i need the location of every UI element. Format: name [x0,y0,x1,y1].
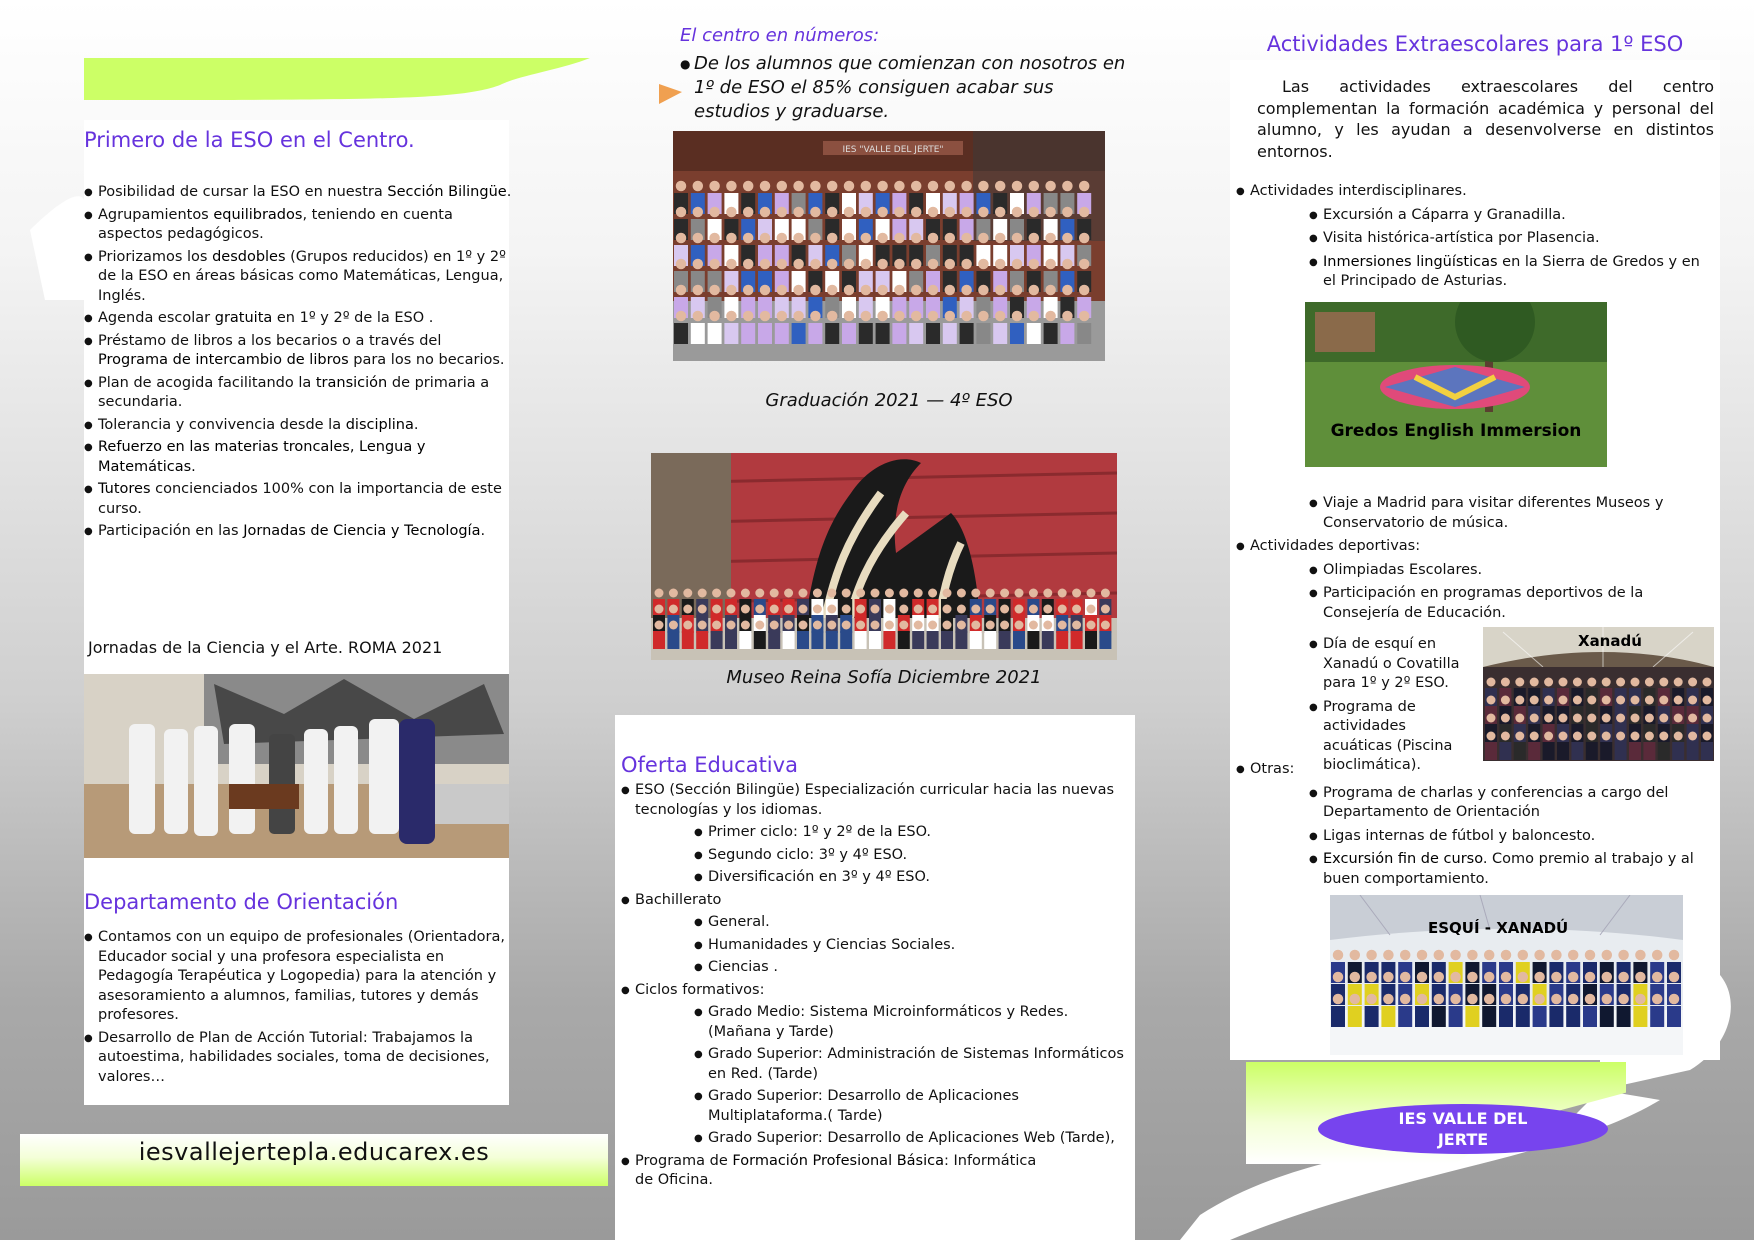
school-badge-label: IES VALLE DEL JERTE [1398,1109,1528,1149]
photo-museo-reina-sofia [651,453,1117,660]
primero-item-3: ● Priorizamos los desdobles (Grupos reducidos) en 1º y 2º de la ESO en áreas básicas como Matemáticas, Lengua, Inglés. [84,248,514,307]
oferta-bachillerato: ● Bachillerato [621,891,1131,911]
numbers-highlight: De los alumnos que comienzan con nosotros en 1º de ESO el 85% [694,53,1126,98]
act-ski: ● Día de esquí en Xanadú o Covatilla para 1º y 2º ESO. [1309,635,1477,694]
oferta-list [621,781,1131,1191]
white-swoosh-left [30,196,84,300]
otras-list [1236,760,1716,889]
act-otras: ● Otras: [1236,760,1716,780]
primero-item-10: ● Participación en las Jornadas de Ciencia y Tecnología. [84,522,514,542]
actividades-intro: Las actividades extraescolares del centro complementan la formación académica y personal del alumno, y les ayudan a desenvolverse en distintos entornos. [1257,77,1714,161]
interdisc-item-3: ● Inmersiones lingüísticas en la Sierra de Gredos y en el Principado de Asturias. [1309,253,1716,292]
primero-item-6: ● Plan de acogida facilitando la transición de primaria a secundaria. [84,374,514,413]
bach-sublist [694,913,1131,978]
photo-esqui-xanadu [1330,895,1683,1055]
photo-gredos [1305,302,1607,467]
interdisc-item-2: ● Visita histórica-artística por Plasencia. [1309,229,1716,249]
ciclos-sub-item-3: ● Grado Superior: Desarrollo de Aplicaciones Multiplataforma.( Tarde) [694,1087,1131,1126]
esqui-label: ESQUÍ - XANADÚ [1428,919,1569,937]
photo-caption-museo: Museo Reina Sofía Diciembre 2021 [726,667,1042,688]
otras-item-3: ● Excursión fin de curso. Como premio al trabajo y al buen comportamiento. [1309,850,1716,889]
section-title-orientacion: Departamento de Orientación [84,890,399,914]
photo-caption-roma: Jornadas de la Ciencia y el Arte. ROMA 2021 [88,638,443,657]
numbers-rest: consiguen acabar sus estudios y graduarse. [694,77,1054,122]
orientacion-list [84,925,509,1087]
oferta-fpb: ● Programa de Formación Profesional Básica: Informática de Oficina. [621,1152,1051,1191]
photo-graduacion-2021 [673,131,1105,361]
oferta-ciclos: ● Ciclos formativos: [621,981,1131,1001]
section-title-actividades: Actividades Extraescolares para 1º ESO [1266,32,1684,56]
primero-item-5: ● Préstamo de libros a los becarios o a través del Programa de intercambio de libros para los no becarios. [84,332,514,371]
ciclos-sub-item-2: ● Grado Superior: Administración de Sistemas Informáticos en Red. (Tarde) [694,1045,1131,1084]
ciclos-sub-item-1: ● Grado Medio: Sistema Microinformáticos y Redes. (Mañana y Tarde) [694,1003,1131,1042]
eso-sub-item-3: ● Diversificación en 3º y 4º ESO. [694,868,1131,888]
section-title-oferta: Oferta Educativa [621,753,798,777]
deportivas-item-1: ● Olimpiadas Escolares. [1309,561,1716,581]
website-link[interactable]: iesvallejertepla.educarex.es [138,1138,490,1166]
primero-item-9: ● Tutores concienciados 100% con la importancia de este curso. [84,480,514,519]
ski-list [1309,635,1477,776]
ciclos-sublist [694,1003,1131,1149]
school-sign: IES "VALLE DEL JERTE" [842,145,944,155]
school-badge[interactable] [1318,1104,1608,1154]
madrid-list [1309,494,1714,533]
bach-sub-item-2: ● Humanidades y Ciencias Sociales. [694,936,1131,956]
lime-ribbon-top-left [84,58,590,100]
eso-sublist [694,823,1131,888]
interdisc-sublist [1309,206,1716,292]
bach-sub-item-3: ● Ciencias . [694,958,1131,978]
bach-sub-item-1: ● General. [694,913,1131,933]
numbers-text: ● De los alumnos que comienzan con nosotros en 1º de ESO el 85% consiguen acabar sus estudios y graduarse. [680,53,1126,122]
interdisc-item-1: ● Excursión a Cáparra y Granadilla. [1309,206,1716,226]
eso-sub-item-2: ● Segundo ciclo: 3º y 4º ESO. [694,846,1131,866]
otras-sublist [1309,784,1716,890]
primero-item-4: ● Agenda escolar gratuita en 1º y 2º de la ESO . [84,309,514,329]
otras-item-1: ● Programa de charlas y conferencias a cargo del Departamento de Orientación [1309,784,1716,823]
act-interdisciplinares: ● Actividades interdisciplinares. [1236,182,1716,202]
orientacion-item-2: ● Desarrollo de Plan de Acción Tutorial: Trabajamos la autoestima, habilidades sociales, toma de decisiones, valores… [84,1029,509,1088]
numbers-title: El centro en números: [680,25,880,46]
deportivas-list [1236,537,1716,623]
otras-item-2: ● Ligas internas de fútbol y baloncesto. [1309,827,1716,847]
primero-item-2: ● Agrupamientos equilibrados, teniendo en cuenta aspectos pedagógicos. [84,206,514,245]
deportivas-item-2: ● Participación en programas deportivos de la Consejería de Educación. [1309,584,1716,623]
primero-item-7: ● Tolerancia y convivencia desde la disciplina. [84,416,514,436]
photo-roma-2021 [84,674,509,858]
oferta-eso: ● ESO (Sección Bilingüe) Especialización curricular hacia las nuevas tecnologías y los idiomas. [621,781,1131,820]
xanadu-label: Xanadú [1578,632,1642,650]
photo-xanadu [1483,627,1714,761]
gredos-label: Gredos English Immersion [1330,421,1582,441]
primero-list [84,183,514,545]
act-deportivas: ● Actividades deportivas: [1236,537,1716,557]
eso-sub-item-1: ● Primer ciclo: 1º y 2º de la ESO. [694,823,1131,843]
ciclos-sub-item-4: ● Grado Superior: Desarrollo de Aplicaciones Web (Tarde), [694,1129,1131,1149]
primero-item-1: ● Posibilidad de cursar la ESO en nuestra Sección Bilingüe. [84,183,514,203]
act-acuaticas: ● Programa de actividades acuáticas (Piscina bioclimática). [1309,698,1477,776]
actividades-list [1236,182,1716,292]
section-title-primero: Primero de la ESO en el Centro. [84,128,415,152]
orientacion-item-1: ● Contamos con un equipo de profesionales (Orientadora, Educador social y una profesora especialista en Pedagogía Terapéutica y Logopedia) para la atención y asesoramiento a alumnos, familias, tutores y demás profesores. [84,928,509,1026]
photo-caption-graduacion: Graduación 2021 — 4º ESO [765,390,1013,411]
primero-item-8: ● Refuerzo en las materias troncales, Lengua y Matemáticas. [84,438,514,477]
deportivas-sublist [1309,561,1716,624]
act-madrid: ● Viaje a Madrid para visitar diferentes Museos y Conservatorio de música. [1309,494,1714,533]
